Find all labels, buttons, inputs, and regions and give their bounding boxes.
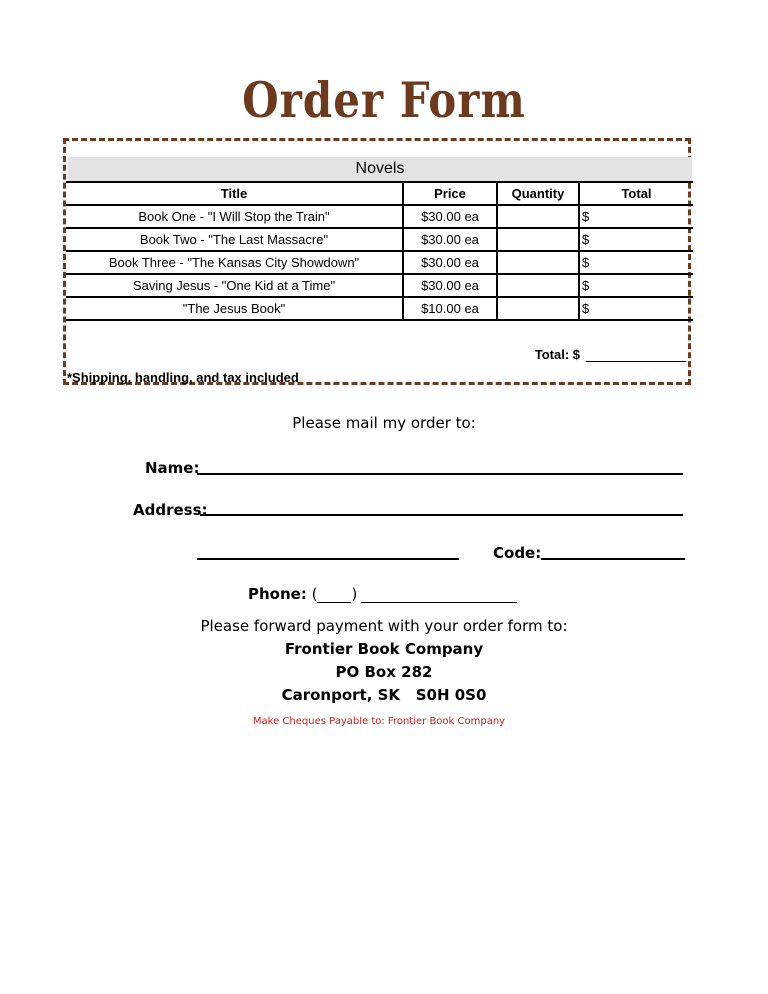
book-title: "The Jesus Book"	[66, 297, 403, 320]
grand-total-row	[535, 347, 686, 362]
postal-code-field[interactable]	[541, 558, 685, 560]
shipping-note: *Shipping, handling, and tax included	[67, 370, 299, 385]
mail-heading: Please mail my order to:	[292, 414, 476, 432]
name-field[interactable]	[197, 473, 683, 475]
order-form-title: Order Form	[242, 72, 526, 129]
po-box: PO Box 282	[335, 663, 433, 681]
book-price: $30.00 ea	[403, 228, 497, 251]
table-row	[66, 251, 693, 274]
row-total-field[interactable]: $	[579, 297, 693, 320]
quantity-field[interactable]	[497, 205, 579, 228]
book-title: Book Three - "The Kansas City Showdown"	[66, 251, 403, 274]
phone-open-paren: (	[311, 585, 318, 603]
cheques-note: Make Cheques Payable to: Frontier Book Company	[252, 716, 506, 727]
city-postal: Caronport, SK S0H 0S0	[281, 686, 487, 704]
quantity-field[interactable]	[497, 274, 579, 297]
code-label: Code:	[493, 544, 542, 562]
quantity-field[interactable]	[497, 228, 579, 251]
column-header-total: Total	[579, 182, 693, 205]
row-total-field[interactable]: $	[579, 205, 693, 228]
column-header-title: Title	[66, 182, 403, 205]
table-row	[66, 297, 693, 320]
column-header-price: Price	[403, 182, 497, 205]
table-row	[66, 228, 693, 251]
row-total-field[interactable]: $	[579, 228, 693, 251]
address-label: Address:	[133, 501, 208, 519]
phone-label: Phone:	[248, 585, 307, 603]
table-row	[66, 274, 693, 297]
row-total-field[interactable]: $	[579, 251, 693, 274]
phone-close-paren: )	[351, 585, 358, 603]
book-price: $30.00 ea	[403, 251, 497, 274]
column-header-quantity: Quantity	[497, 182, 579, 205]
quantity-field[interactable]	[497, 297, 579, 320]
table-row	[66, 205, 693, 228]
payment-heading: Please forward payment with your order form to:	[200, 617, 568, 635]
grand-total-field[interactable]	[586, 349, 686, 362]
phone-number-field[interactable]	[361, 588, 517, 603]
name-label: Name:	[145, 459, 200, 477]
book-title: Saving Jesus - "One Kid at a Time"	[66, 274, 403, 297]
book-title: Book Two - "The Last Massacre"	[66, 228, 403, 251]
order-table	[66, 181, 693, 321]
row-total-field[interactable]: $	[579, 274, 693, 297]
book-title: Book One - "I Will Stop the Train"	[66, 205, 403, 228]
grand-total-label: Total: $	[534, 347, 580, 362]
order-table-box	[63, 138, 691, 385]
book-price: $30.00 ea	[403, 274, 497, 297]
book-price: $10.00 ea	[403, 297, 497, 320]
quantity-field[interactable]	[497, 251, 579, 274]
city-field[interactable]	[197, 558, 459, 560]
phone-row	[248, 585, 517, 603]
novels-section-header: Novels	[68, 157, 692, 181]
address-field[interactable]	[200, 514, 683, 516]
book-price: $30.00 ea	[403, 205, 497, 228]
area-code-field[interactable]	[317, 588, 351, 603]
company-name: Frontier Book Company	[284, 640, 484, 658]
